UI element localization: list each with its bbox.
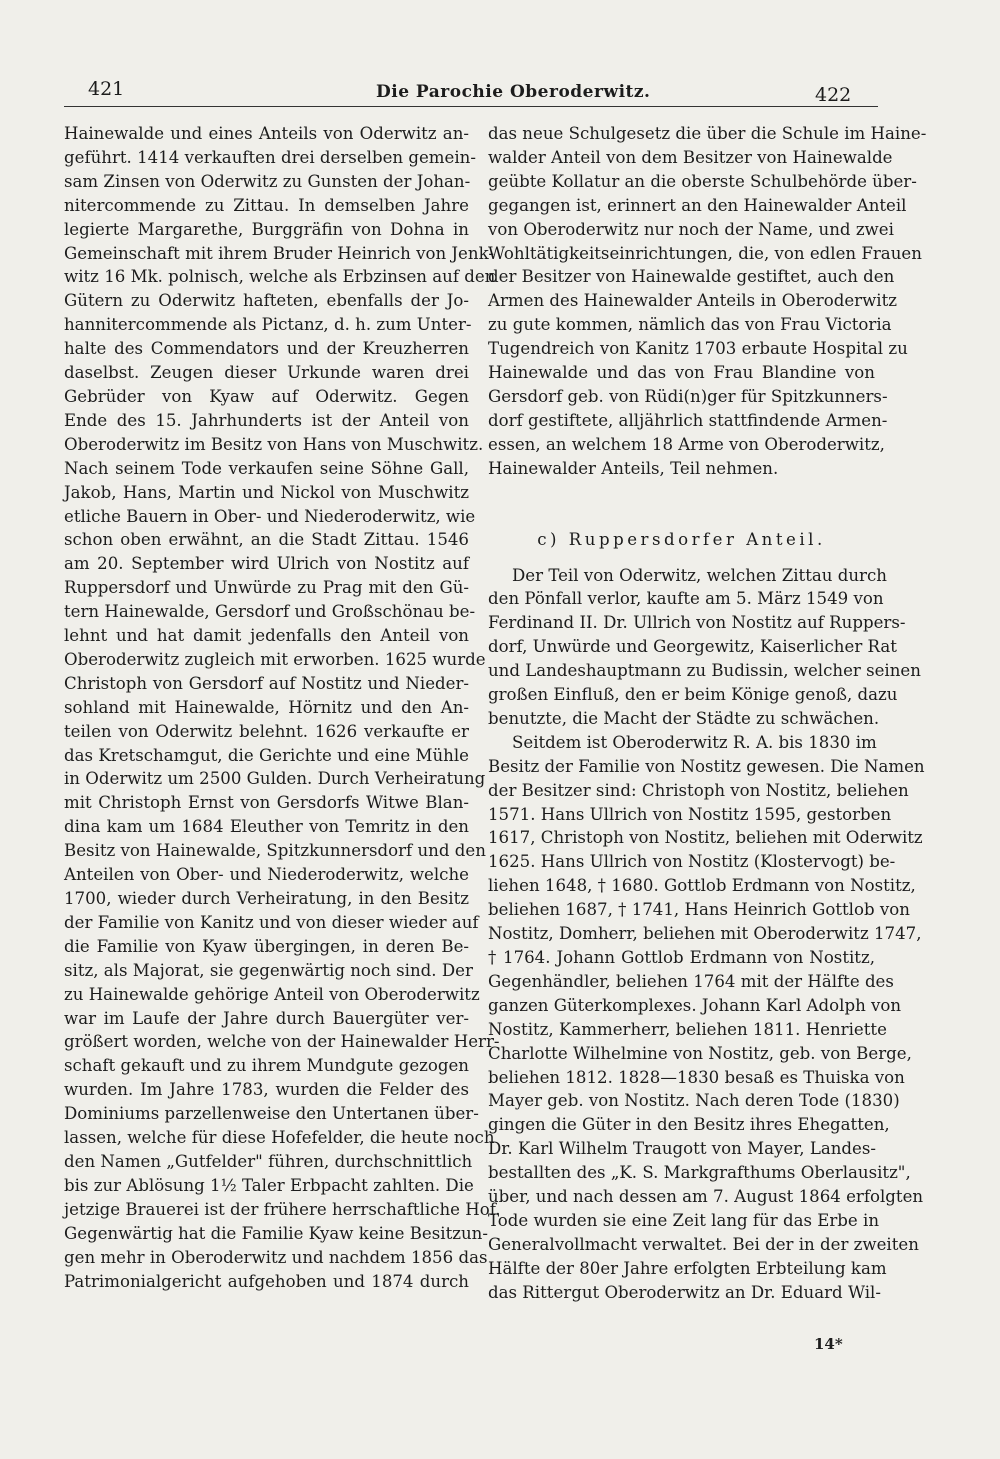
text-line: Besitz von Hainewalde, Spitzkunnersdorf und den bbox=[64, 841, 486, 861]
text-line: das neue Schulgesetz die über die Schule im Haine- bbox=[488, 124, 927, 143]
text-line: Gütern zu Oderwitz hafteten, ebenfalls der Jo- bbox=[64, 291, 469, 311]
text-line: Armen des Hainewalder Anteils in Oberoderwitz bbox=[488, 291, 897, 311]
text-line: Ferdinand II. Dr. Ullrich von Nostitz auf Ruppers- bbox=[488, 613, 906, 633]
right-column-top bbox=[488, 122, 927, 481]
text-line: gegangen ist, erinnert an den Hainewalder Anteil bbox=[488, 195, 907, 215]
text-line: bestallten des „K. S. Markgrafthums Oberlausitz", bbox=[488, 1163, 911, 1183]
running-title: Die Parochie Oberoderwitz. bbox=[376, 82, 651, 102]
text-line: Besitz der Familie von Nostitz gewesen. Die Namen bbox=[488, 756, 925, 776]
text-line: schaft gekauft und zu ihrem Mundgute gezogen bbox=[64, 1056, 469, 1076]
page-number-left: 421 bbox=[88, 78, 125, 100]
text-line: zu gute kommen, nämlich das von Frau Victoria bbox=[488, 315, 892, 335]
text-line: gen mehr in Oberoderwitz und nachdem 1856 das bbox=[64, 1247, 488, 1267]
text-line: dina kam um 1684 Eleuther von Temritz in den bbox=[64, 817, 469, 837]
text-line: Nostitz, Domherr, beliehen mit Oberoderwitz 1747, bbox=[488, 924, 922, 944]
text-line: mit Christoph Ernst von Gersdorfs Witwe Blan- bbox=[64, 793, 469, 813]
text-line: Hainewalder Anteils, Teil nehmen. bbox=[488, 458, 779, 478]
text-line: daselbst. Zeugen dieser Urkunde waren drei bbox=[64, 363, 469, 383]
text-line: Seitdem ist Oberoderwitz R. A. bis 1830 im bbox=[512, 732, 877, 752]
text-line: Oberoderwitz im Besitz von Hans von Muschwitz. bbox=[64, 434, 484, 454]
text-line: † 1764. Johann Gottlob Erdmann von Nostitz, bbox=[488, 948, 875, 967]
text-line: nitercommende zu Zittau. In demselben Jahre bbox=[64, 195, 469, 215]
text-line: von Oberoderwitz nur noch der Name, und zwei bbox=[488, 219, 894, 239]
text-line: liehen 1648, † 1680. Gottlob Erdmann von Nostitz, bbox=[488, 876, 916, 896]
text-line: sitz, als Majorat, sie gegenwärtig noch sind. Der bbox=[64, 960, 473, 980]
text-line: das Rittergut Oberoderwitz an Dr. Eduard Wil- bbox=[488, 1282, 881, 1302]
text-line: und Landeshauptmann zu Budissin, welcher seinen bbox=[488, 661, 921, 681]
text-line: etliche Bauern in Ober- und Niederoderwitz, wie bbox=[64, 506, 476, 526]
text-line: Gegenwärtig hat die Familie Kyaw keine Besitzun- bbox=[64, 1223, 488, 1243]
text-line: Ende des 15. Jahrhunderts ist der Anteil von bbox=[64, 410, 469, 430]
text-line: Mayer geb. von Nostitz. Nach deren Tode (1830) bbox=[488, 1091, 900, 1111]
text-line: Tode wurden sie eine Zeit lang für das Erbe in bbox=[488, 1210, 880, 1230]
text-line: am 20. September wird Ulrich von Nostitz auf bbox=[64, 554, 469, 574]
text-line: benutzte, die Macht der Städte zu schwächen. bbox=[488, 708, 880, 728]
text-line: größert worden, welche von der Hainewalder Herr- bbox=[64, 1032, 500, 1052]
text-line: lehnt und hat damit jedenfalls den Anteil von bbox=[64, 626, 469, 646]
text-line: den Pönfall verlor, kaufte am 5. März 1549 von bbox=[488, 589, 884, 609]
text-line: Tugendreich von Kanitz 1703 erbaute Hospital zu bbox=[488, 339, 908, 359]
text-line: ganzen Güterkomplexes. Johann Karl Adolph von bbox=[488, 995, 902, 1015]
text-line: teilen von Oderwitz belehnt. 1626 verkaufte er bbox=[64, 721, 469, 741]
text-line: dorf, Unwürde und Georgewitz, Kaiserlicher Rat bbox=[488, 637, 897, 657]
text-line: bis zur Ablösung 1½ Taler Erbpacht zahlten. Die bbox=[64, 1175, 474, 1195]
text-line: walder Anteil von dem Besitzer von Hainewalde bbox=[488, 147, 893, 167]
text-line: Dr. Karl Wilhelm Traugott von Mayer, Landes- bbox=[488, 1139, 876, 1159]
text-line: Gegenhändler, beliehen 1764 mit der Hälfte des bbox=[488, 971, 894, 991]
text-line: essen, an welchem 18 Arme von Oberoderwitz, bbox=[488, 434, 885, 454]
text-line: Oberoderwitz zugleich mit erworben. 1625 wurde bbox=[64, 649, 486, 669]
text-line: Jakob, Hans, Martin und Nickol von Muschwitz bbox=[64, 482, 469, 502]
text-line: Gersdorf geb. von Rüdi(n)ger für Spitzkunners- bbox=[488, 386, 888, 406]
text-line: Hainewalde und eines Anteils von Oderwitz an- bbox=[64, 124, 469, 143]
signature-mark: 14* bbox=[814, 1335, 843, 1353]
text-line: 1571. Hans Ullrich von Nostitz 1595, gestorben bbox=[488, 804, 892, 824]
text-line: Gebrüder von Kyaw auf Oderwitz. Gegen bbox=[64, 386, 469, 406]
text-line: sam Zinsen von Oderwitz zu Gunsten der Johan- bbox=[64, 171, 471, 191]
text-line: großen Einfluß, den er beim Könige genoß, dazu bbox=[488, 685, 898, 705]
text-line: schon oben erwähnt, an die Stadt Zittau. 1546 bbox=[64, 530, 469, 550]
text-line: gingen die Güter in den Besitz ihres Ehegatten, bbox=[488, 1115, 890, 1135]
text-line: Christoph von Gersdorf auf Nostitz und Nieder- bbox=[64, 673, 469, 693]
text-line: Ruppersdorf und Unwürde zu Prag mit den Gü- bbox=[64, 578, 469, 598]
text-line: Charlotte Wilhelmine von Nostitz, geb. von Berge, bbox=[488, 1043, 912, 1063]
text-line: geübte Kollatur an die oberste Schulbehörde über- bbox=[488, 171, 917, 191]
text-line: über, und nach dessen am 7. August 1864 erfolgten bbox=[488, 1187, 924, 1207]
text-line: Der Teil von Oderwitz, welchen Zittau durch bbox=[512, 565, 887, 585]
text-line: Wohltätigkeitseinrichtungen, die, von edlen Frauen bbox=[488, 243, 922, 263]
text-line: 1700, wieder durch Verheiratung, in den Besitz bbox=[64, 889, 469, 908]
text-line: legierte Margarethe, Burggräfin von Dohna in bbox=[64, 219, 469, 239]
text-line: Dominiums parzellenweise den Untertanen über- bbox=[64, 1104, 479, 1124]
text-line: der Besitzer von Hainewalde gestiftet, auch den bbox=[488, 267, 895, 287]
text-line: die Familie von Kyaw übergingen, in deren Be- bbox=[64, 936, 469, 956]
text-line: hannitercommende als Pictanz, d. h. zum Unter- bbox=[64, 315, 472, 335]
right-column-bottom bbox=[488, 564, 925, 1305]
text-line: Patrimonialgericht aufgehoben und 1874 durch bbox=[64, 1271, 469, 1291]
text-line: Gemeinschaft mit ihrem Bruder Heinrich von Jenk- bbox=[64, 243, 494, 263]
text-line: Hälfte der 80er Jahre erfolgten Erbteilung kam bbox=[488, 1258, 887, 1278]
page-number-right: 422 bbox=[815, 84, 852, 106]
text-line: 1625. Hans Ullrich von Nostitz (Klostervogt) be- bbox=[488, 852, 896, 872]
section-heading: c) Ruppersdorfer Anteil. bbox=[537, 529, 826, 549]
right-column bbox=[488, 122, 927, 1305]
text-line: 1617, Christoph von Nostitz, beliehen mit Oderwitz bbox=[488, 828, 923, 848]
text-line: geführt. 1414 verkauften drei derselben gemein- bbox=[64, 147, 476, 167]
text-line: beliehen 1812. 1828—1830 besaß es Thuiska von bbox=[488, 1067, 905, 1087]
text-line: lassen, welche für diese Hofefelder, die heute noch bbox=[64, 1128, 495, 1148]
text-line: halte des Commendators und der Kreuzherren bbox=[64, 339, 469, 359]
running-head bbox=[0, 78, 1000, 108]
text-line: der Besitzer sind: Christoph von Nostitz, beliehen bbox=[488, 780, 909, 800]
text-line: zu Hainewalde gehörige Anteil von Oberoderwitz bbox=[64, 984, 480, 1004]
text-line: Nach seinem Tode verkaufen seine Söhne Gall, bbox=[64, 458, 469, 478]
text-line: witz 16 Mk. polnisch, welche als Erbzinsen auf den bbox=[64, 267, 496, 287]
text-line: tern Hainewalde, Gersdorf und Großschönau be- bbox=[64, 602, 476, 622]
text-line: Hainewalde und das von Frau Blandine von bbox=[488, 363, 875, 383]
text-line: war im Laufe der Jahre durch Bauergüter ver- bbox=[64, 1008, 469, 1028]
text-line: das Kretschamgut, die Gerichte und eine Mühle bbox=[64, 745, 469, 765]
text-line: sohland mit Hainewalde, Hörnitz und den An- bbox=[64, 697, 469, 717]
text-line: in Oderwitz um 2500 Gulden. Durch Verheiratung bbox=[64, 769, 486, 789]
text-line: den Namen „Gutfelder" führen, durchschnittlich bbox=[64, 1151, 473, 1171]
text-line: wurden. Im Jahre 1783, wurden die Felder des bbox=[64, 1080, 469, 1100]
text-line: der Familie von Kanitz und von dieser wieder auf bbox=[64, 912, 479, 932]
header-rule bbox=[64, 106, 878, 107]
text-line: Anteilen von Ober- und Niederoderwitz, welche bbox=[64, 865, 469, 885]
text-line: jetzige Brauerei ist der frühere herrschaftliche Hof. bbox=[64, 1199, 501, 1219]
text-line: Generalvollmacht verwaltet. Bei der in der zweiten bbox=[488, 1234, 919, 1254]
text-line: beliehen 1687, † 1741, Hans Heinrich Gottlob von bbox=[488, 900, 910, 920]
text-line: dorf gestiftete, alljährlich stattfindende Armen- bbox=[488, 410, 888, 430]
text-line: Nostitz, Kammerherr, beliehen 1811. Henriette bbox=[488, 1019, 887, 1039]
left-column bbox=[64, 122, 501, 1293]
